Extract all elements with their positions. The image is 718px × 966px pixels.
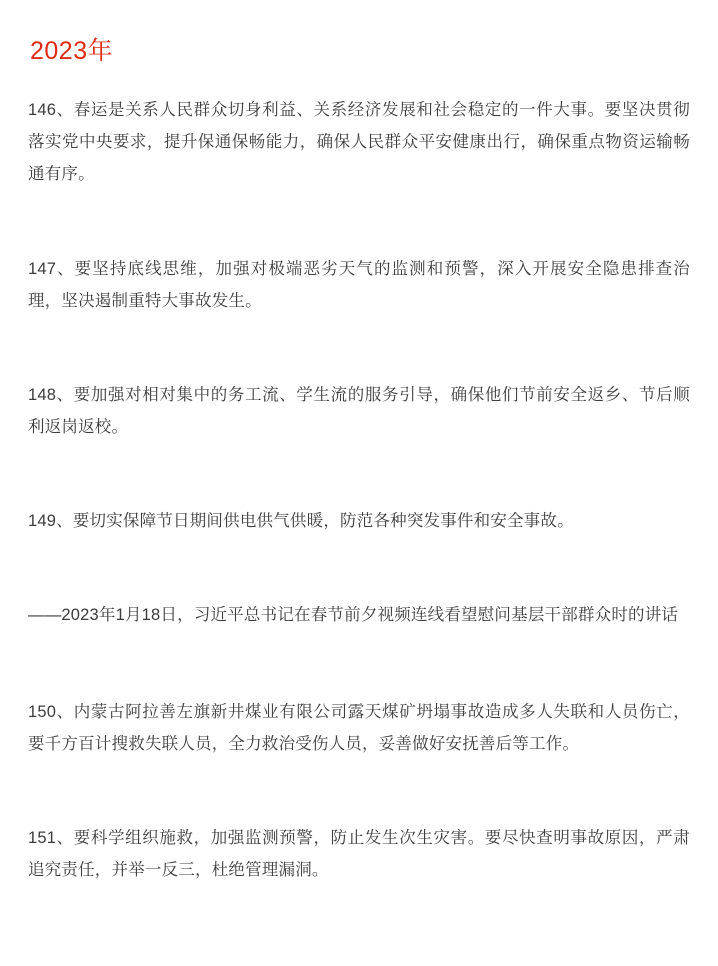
paragraph-source-attribution: ——2023年1月18日，习近平总书记在春节前夕视频连线看望慰问基层干部群众时的讲话 bbox=[28, 606, 679, 625]
paragraph-151: 151、要科学组织施救，加强监测预警，防止发生次生灾害。要尽快查明事故原因，严肃追究责任，并举一反三，杜绝管理漏洞。 bbox=[28, 828, 690, 880]
page-title: 2023年 bbox=[30, 37, 114, 65]
paragraph-147: 147、要坚持底线思维，加强对极端恶劣天气的监测和预警，深入开展安全隐患排查治理，坚决遏制重特大事故发生。 bbox=[28, 259, 690, 310]
paragraph-150: 150、内蒙古阿拉善左旗新井煤业有限公司露天煤矿坍塌事故造成多人失联和人员伤亡，要千方百计搜救失联人员，全力救治受伤人员，妥善做好安抚善后等工作。 bbox=[28, 702, 690, 753]
paragraph-149: 149、要切实保障节日期间供电供气供暖，防范各种突发事件和安全事故。 bbox=[28, 512, 574, 531]
paragraph-148: 148、要加强对相对集中的务工流、学生流的服务引导，确保他们节前安全返乡、节后顺利返岗返校。 bbox=[28, 385, 690, 437]
paragraph-146: 146、春运是关系人民群众切身利益、关系经济发展和社会稳定的一件大事。要坚决贯彻落实党中央要求，提升保通保畅能力，确保人民群众平安健康出行，确保重点物资运输畅通有序。 bbox=[28, 101, 690, 184]
